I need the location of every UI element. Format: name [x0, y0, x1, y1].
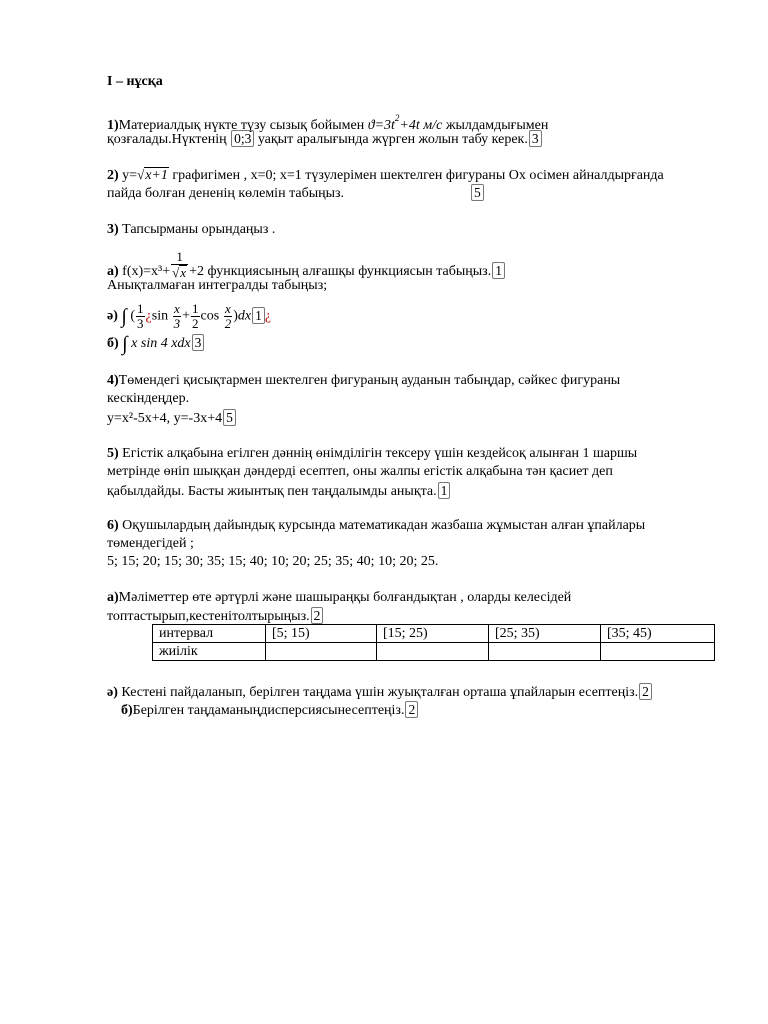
question-3-intro: Анықталмаған интегралды табыңыз; [107, 278, 328, 293]
table-cell: интервал [153, 625, 266, 643]
question-6-number: 6) [107, 518, 119, 533]
velocity-formula: $ϑ=3t^2+4t$ м/с [367, 113, 443, 133]
score-badge: 5 [471, 184, 484, 201]
sqrt-expression: x+1 [145, 168, 168, 183]
question-6a-line-1: а)Мәліметтер өте әртүрлі және шашыраңқы болғандықтан , оларды келесідей [107, 590, 572, 605]
frequency-table [152, 624, 715, 661]
question-5-line-3: қабылдайды. Басты жиынтық пен таңдалымды анықта. 1 [107, 482, 450, 500]
question-4-line-3: y=x²-5x+4, y=-3x+4 5 [107, 409, 236, 427]
table-row [153, 643, 715, 661]
integral-sign: ∫ [121, 305, 127, 328]
question-4-line-1: 4)Төмендегі қисықтармен шектелген фигураның ауданын табыңдар, сәйкес фигураны [107, 373, 621, 388]
question-6a-line-2: топтастырып,кестенітолтырыңыз. 2 [107, 607, 323, 625]
table-cell: [25; 35) [489, 625, 601, 643]
question-5-line-1: 5) Егістік алқабына егілген дәннің өнімділігін тексеру үшін кездейсоқ алынған 1 шаршы [107, 446, 638, 461]
question-1-line-2: қозғалады.Нүктенің 0;3 уақыт аралығында жүрген жолын табу керек. 3 [107, 130, 542, 148]
question-6-line-1: 6) Оқушылардың дайындық курсында математикадан жазбаша жұмыстан алған ұпайлары [107, 518, 646, 533]
question-6ae: ә) Кестені пайдаланып, берілген таңдама үшін жуықталған орташа ұпайларын есептеңіз. 2 [107, 683, 652, 701]
question-3-header: 3) Тапсырманы орындаңыз . [107, 222, 276, 237]
variant-title: I – нұсқа [107, 74, 163, 89]
score-badge: 1 [252, 307, 265, 324]
question-2-score [470, 184, 484, 202]
question-1-line-1: 1)Материалдық нүкте түзу сызық бойымен $ϑ=3t^2+4t$ м/с жылдамдығымен [107, 113, 549, 133]
score-badge: 5 [223, 409, 236, 426]
table-row [153, 625, 715, 643]
score-badge: 3 [529, 130, 542, 147]
question-4-line-2: кескіндеңдер. [107, 391, 190, 406]
question-5-line-2: метрінде өніп шыққан дәндерді есептеп, оны жалпы егістік алқабына тән қасиет деп [107, 464, 613, 479]
question-5-number: 5) [107, 446, 119, 461]
question-2-number: 2) [107, 168, 119, 183]
table-cell: [35; 45) [601, 625, 715, 643]
question-1-number: 1) [107, 118, 119, 133]
table-cell: [15; 25) [377, 625, 489, 643]
score-badge: 2 [405, 701, 418, 718]
question-6-scores-list: 5; 15; 20; 15; 30; 35; 15; 40; 10; 20; 25; 35; 40; 10; 20; 25. [107, 554, 439, 569]
question-6b: б)Берілген таңдаманыңдисперсиясынесептеңіз. 2 [121, 701, 418, 719]
table-cell[interactable] [266, 643, 377, 661]
question-4-number: 4) [107, 373, 119, 388]
table-cell: [5; 15) [266, 625, 377, 643]
question-3b: б) ∫ x sin 4 xdx 3 [107, 334, 204, 352]
question-2-line-1: 2) y=√x+1 графигімен , x=0; x=1 түзулерімен шектелген фигураны Ох осімен айналдырғанда [107, 167, 664, 183]
score-badge: 1 [492, 262, 505, 279]
table-cell[interactable] [601, 643, 715, 661]
integral-sign: ∫ [122, 333, 128, 355]
question-3-number: 3) [107, 222, 119, 237]
table-cell[interactable]: жиілік [153, 643, 266, 661]
interval-bracket: 0;3 [231, 130, 254, 147]
table-cell[interactable] [377, 643, 489, 661]
score-badge: 1 [438, 482, 451, 499]
score-badge: 2 [311, 607, 324, 624]
question-6-line-2: төмендегідей ; [107, 536, 194, 551]
question-2-line-2: пайда болған дененің көлемін табыңыз. [107, 186, 345, 201]
score-badge: 3 [192, 334, 205, 351]
score-badge: 2 [639, 683, 652, 700]
table-cell[interactable] [489, 643, 601, 661]
question-3ae: ә) ∫ ( $\frac{1}{3}$ ¿sin $\frac{x}{3}$ + $\frac{1}{2}$ cos $\frac{x}{2}$ )dx 1 ¿ [107, 301, 272, 331]
question-3a: а) f(x)=x³+ $\frac{1}{√x}$ +2 функциясының алғашқы функциясын табыңыз. 1 [107, 250, 505, 280]
